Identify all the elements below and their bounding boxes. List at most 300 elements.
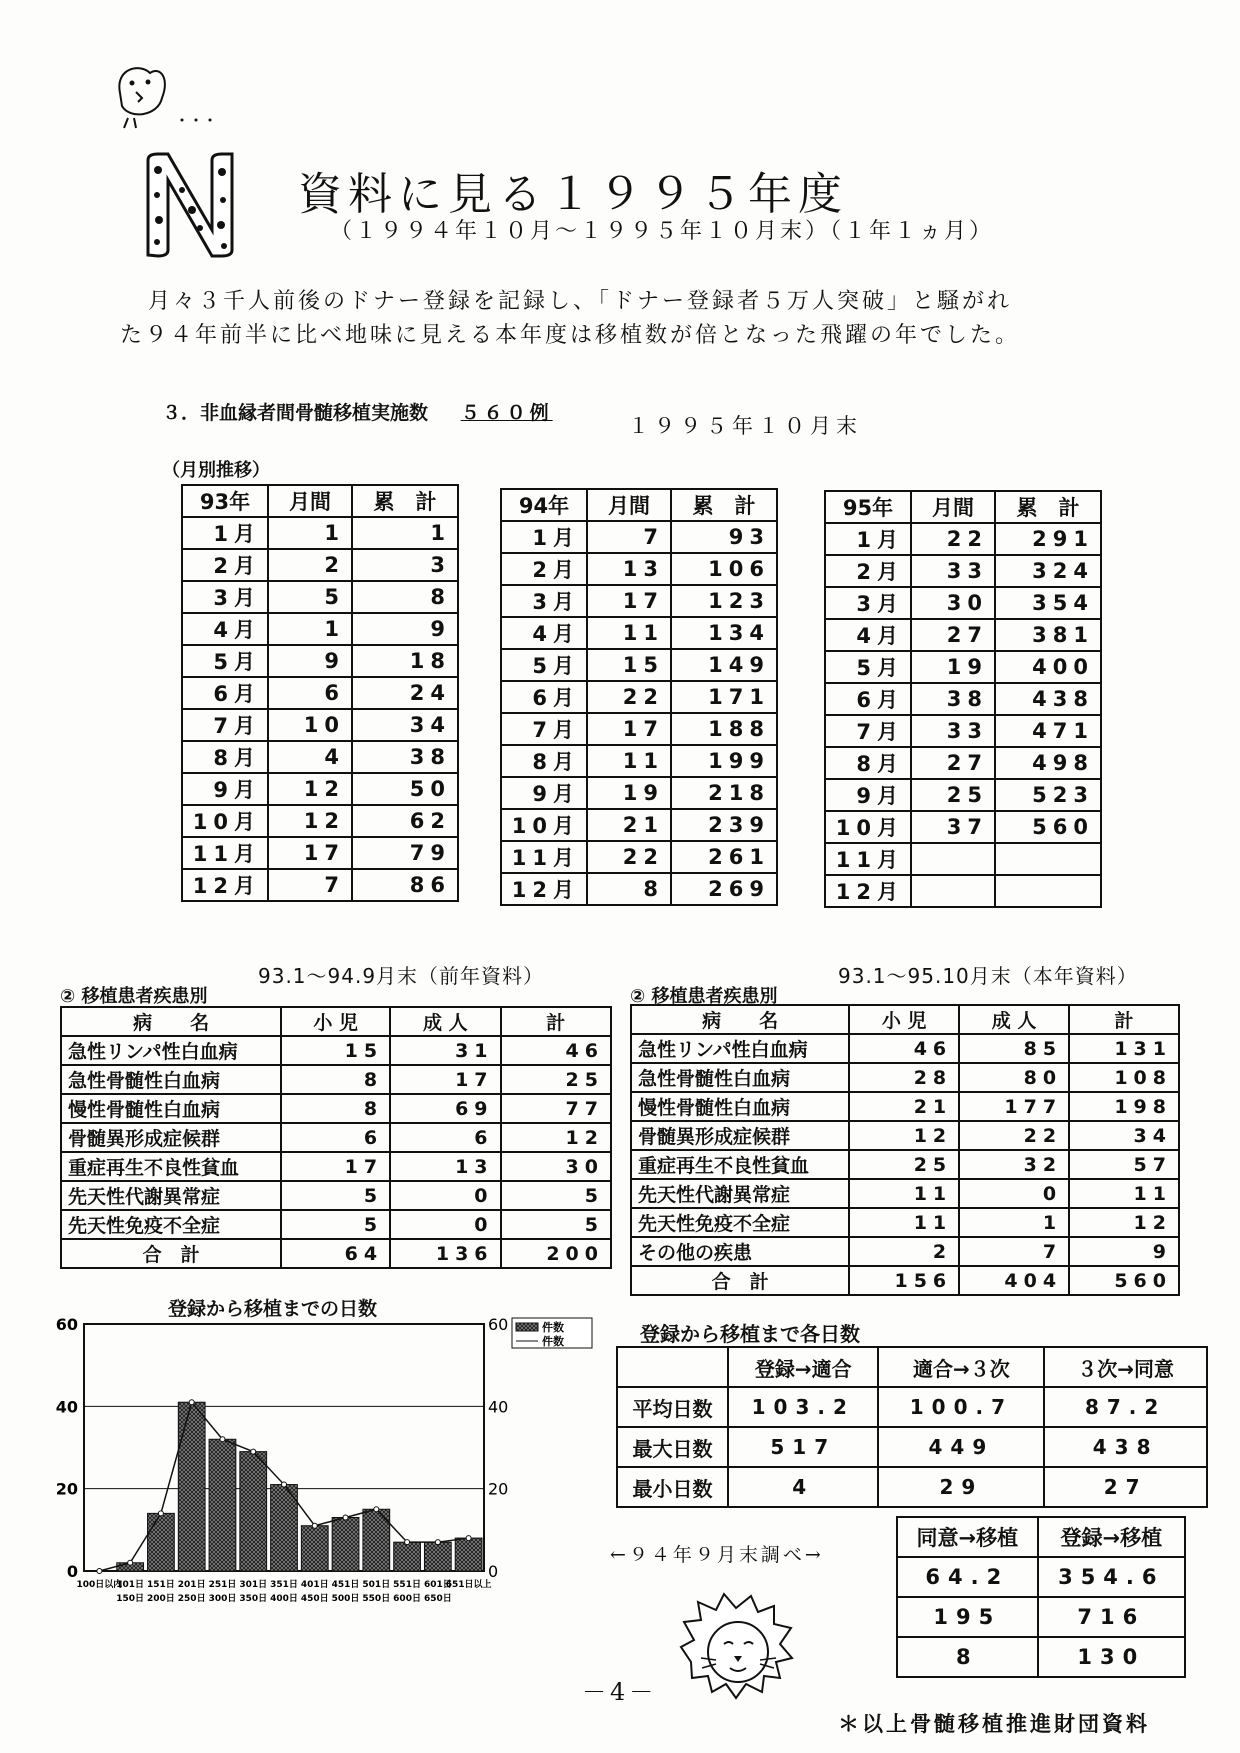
- disease-name-cell: 重症再生不良性貧血: [631, 1150, 849, 1179]
- disease-curr-title: ② 移植患者疾患別: [630, 986, 778, 1007]
- x-tick-label: 251日: [208, 1580, 237, 1590]
- monthly-table-93: [181, 484, 459, 902]
- table-row: [61, 1094, 611, 1123]
- month-cell: 7月: [182, 709, 268, 741]
- month-cell: 6月: [825, 683, 911, 715]
- table-row: [182, 869, 458, 901]
- line-point: [374, 1507, 379, 1512]
- count-cell: 0: [390, 1210, 500, 1239]
- table-row: [182, 517, 458, 549]
- cumulative-cell: [995, 843, 1101, 875]
- table-row: [501, 777, 777, 809]
- month-cell: 5月: [501, 649, 587, 681]
- bar: [301, 1526, 328, 1571]
- x-tick-label-range-end: 450日: [300, 1594, 329, 1604]
- column-header: 累 計: [352, 485, 458, 517]
- table-row: [182, 709, 458, 741]
- days-cell: 195: [897, 1597, 1038, 1637]
- days-table: [616, 1346, 1208, 1508]
- disease-name-cell: その他の疾患: [631, 1237, 849, 1266]
- x-tick-label-range-end: 650日: [423, 1594, 452, 1604]
- column-header: 累 計: [995, 491, 1101, 523]
- days-cell: 438: [1044, 1427, 1207, 1467]
- column-header: 登録→移植: [1038, 1517, 1185, 1557]
- y-tick-right: 60: [488, 1316, 509, 1334]
- count-cell: 5: [281, 1181, 390, 1210]
- intro-text-line2: た９４年前半に比べ地味に見える本年度は移植数が倍となった飛躍の年でした。: [120, 323, 1021, 348]
- table-header-row: [631, 1005, 1179, 1034]
- days-cell: 64.2: [897, 1557, 1038, 1597]
- cumulative-cell: 354: [995, 587, 1101, 619]
- row-label: 最大日数: [617, 1427, 728, 1467]
- count-cell: 108: [1069, 1063, 1179, 1092]
- disease-name-cell: 先天性代謝異常症: [61, 1181, 281, 1210]
- monthly-count-cell: 21: [587, 809, 671, 841]
- cumulative-cell: 106: [671, 553, 777, 585]
- monthly-count-cell: 7: [268, 869, 352, 901]
- y-tick-right: 40: [488, 1397, 509, 1417]
- line-point: [282, 1482, 287, 1487]
- disease-name-cell: 先天性免疫不全症: [61, 1210, 281, 1239]
- table-header-row: [617, 1347, 1207, 1387]
- total-cell: 64: [281, 1239, 390, 1268]
- monthly-count-cell: 12: [268, 805, 352, 837]
- monthly-count-cell: 38: [911, 683, 995, 715]
- lion-doodle: [676, 1592, 796, 1702]
- cumulative-cell: 261: [671, 841, 777, 873]
- month-cell: 8月: [825, 747, 911, 779]
- legend-bar-label: 件数: [542, 1321, 564, 1334]
- days-cell: 354.6: [1038, 1557, 1185, 1597]
- month-cell: 12月: [182, 869, 268, 901]
- month-cell: 12月: [501, 873, 587, 905]
- disease-name-cell: 慢性骨髄性白血病: [631, 1092, 849, 1121]
- days-cell: 100.7: [878, 1387, 1044, 1427]
- monthly-count-cell: 17: [587, 713, 671, 745]
- monthly-count-cell: 22: [911, 523, 995, 555]
- cumulative-cell: 218: [671, 777, 777, 809]
- line-point: [158, 1511, 163, 1516]
- column-header: 小 児: [849, 1005, 959, 1034]
- cumulative-cell: 498: [995, 747, 1101, 779]
- table-row: [617, 1387, 1207, 1427]
- table-row: [897, 1557, 1185, 1597]
- table-row: [825, 875, 1101, 907]
- table-row: [825, 779, 1101, 811]
- column-header: 95年: [825, 491, 911, 523]
- line-point: [97, 1569, 102, 1574]
- monthly-count-cell: 8: [587, 873, 671, 905]
- month-cell: 7月: [501, 713, 587, 745]
- column-header: 累 計: [671, 489, 777, 521]
- table-row: [182, 677, 458, 709]
- month-cell: 2月: [501, 553, 587, 585]
- table-row: [501, 521, 777, 553]
- x-tick-label-range-end: 500日: [331, 1594, 360, 1604]
- month-cell: 9月: [182, 773, 268, 805]
- days-cell: 103.2: [728, 1387, 878, 1427]
- cumulative-cell: 149: [671, 649, 777, 681]
- disease-curr-period: 93.1～95.10月末（本年資料）: [838, 964, 1138, 988]
- monthly-count-cell: 27: [911, 747, 995, 779]
- line-point: [405, 1540, 410, 1545]
- table-row: [501, 649, 777, 681]
- disease-name-cell: 急性リンパ性白血病: [631, 1034, 849, 1063]
- table-row: [631, 1121, 1179, 1150]
- table-row: [501, 585, 777, 617]
- as-of-date: １９９５年１０月末: [628, 414, 862, 438]
- monthly-count-cell: 22: [587, 841, 671, 873]
- table-row: [61, 1181, 611, 1210]
- days-cell: 449: [878, 1427, 1044, 1467]
- x-tick-label: 401日: [300, 1580, 329, 1590]
- count-cell: 2: [849, 1237, 959, 1266]
- cumulative-cell: 9: [352, 613, 458, 645]
- monthly-count-cell: 37: [911, 811, 995, 843]
- table-row: [825, 619, 1101, 651]
- transplant-count: ５６０例: [460, 402, 553, 424]
- cumulative-cell: 3: [352, 549, 458, 581]
- legend-bar-swatch: [516, 1323, 538, 1331]
- count-cell: 17: [390, 1065, 500, 1094]
- column-header: 適合→３次: [878, 1347, 1044, 1387]
- monthly-count-cell: 1: [268, 613, 352, 645]
- table-row: [631, 1063, 1179, 1092]
- column-header: 成 人: [390, 1007, 500, 1036]
- month-cell: 9月: [501, 777, 587, 809]
- cumulative-cell: 24: [352, 677, 458, 709]
- total-label: 合 計: [631, 1266, 849, 1295]
- month-cell: 10月: [825, 811, 911, 843]
- disease-name-cell: 慢性骨髄性白血病: [61, 1094, 281, 1123]
- month-cell: 8月: [501, 745, 587, 777]
- disease-prev-period: 93.1～94.9月末（前年資料）: [258, 964, 545, 988]
- count-cell: 131: [1069, 1034, 1179, 1063]
- x-tick-label-range-end: 600日: [393, 1594, 421, 1604]
- bar: [240, 1452, 267, 1571]
- y-tick-left: 0: [66, 1562, 78, 1581]
- cumulative-cell: 188: [671, 713, 777, 745]
- cumulative-cell: 93: [671, 521, 777, 553]
- month-cell: 10月: [501, 809, 587, 841]
- cumulative-cell: 123: [671, 585, 777, 617]
- month-cell: 6月: [501, 681, 587, 713]
- month-cell: 4月: [501, 617, 587, 649]
- count-cell: 17: [281, 1152, 390, 1181]
- n-logo: [140, 150, 240, 260]
- table-header-row: [61, 1007, 611, 1036]
- table-row: [825, 843, 1101, 875]
- monthly-count-cell: 17: [587, 585, 671, 617]
- days-cell: 87.2: [1044, 1387, 1207, 1427]
- line-point: [312, 1523, 317, 1528]
- disease-prev-title: ② 移植患者疾患別: [60, 986, 208, 1007]
- cumulative-cell: 239: [671, 809, 777, 841]
- table-row: [61, 1152, 611, 1181]
- row-label: 最小日数: [617, 1467, 728, 1507]
- x-tick-label-range-end: 250日: [177, 1594, 206, 1604]
- monthly-count-cell: [911, 843, 995, 875]
- line-point: [251, 1449, 256, 1454]
- bar: [332, 1517, 359, 1571]
- total-label: 合 計: [61, 1239, 281, 1268]
- table-row: [182, 741, 458, 773]
- x-tick-label: 501日: [362, 1580, 391, 1590]
- disease-name-cell: 急性骨髄性白血病: [61, 1065, 281, 1094]
- table-row: [182, 837, 458, 869]
- monthly-count-cell: 25: [911, 779, 995, 811]
- cumulative-cell: 18: [352, 645, 458, 677]
- column-header: [617, 1347, 728, 1387]
- table-row: [825, 811, 1101, 843]
- count-cell: 80: [959, 1063, 1069, 1092]
- total-row: [61, 1239, 611, 1268]
- month-cell: 3月: [501, 585, 587, 617]
- count-cell: 177: [959, 1092, 1069, 1121]
- table-row: [825, 587, 1101, 619]
- month-cell: 9月: [825, 779, 911, 811]
- table-row: [61, 1065, 611, 1094]
- column-header: 計: [1069, 1005, 1179, 1034]
- monthly-label: （月別推移）: [162, 460, 270, 481]
- cumulative-cell: 38: [352, 741, 458, 773]
- count-cell: 31: [390, 1036, 500, 1065]
- x-tick-label: 451日: [331, 1580, 360, 1590]
- month-cell: 11月: [825, 843, 911, 875]
- monthly-count-cell: 2: [268, 549, 352, 581]
- line-point: [189, 1400, 194, 1405]
- x-tick-label: 551日: [393, 1580, 421, 1590]
- disease-name-cell: 先天性免疫不全症: [631, 1208, 849, 1237]
- cumulative-cell: 291: [995, 523, 1101, 555]
- monthly-count-cell: [911, 875, 995, 907]
- monthly-count-cell: 11: [587, 617, 671, 649]
- table-row: [631, 1150, 1179, 1179]
- count-cell: 7: [959, 1237, 1069, 1266]
- disease-name-cell: 骨髄異形成症候群: [631, 1121, 849, 1150]
- month-cell: 1月: [182, 517, 268, 549]
- table-row: [501, 713, 777, 745]
- total-cell: 560: [1069, 1266, 1179, 1295]
- table-row: [182, 613, 458, 645]
- line-point: [128, 1560, 133, 1565]
- table-row: [61, 1123, 611, 1152]
- table-header-row: [825, 491, 1101, 523]
- column-header: 病 名: [61, 1007, 281, 1036]
- cumulative-cell: 471: [995, 715, 1101, 747]
- month-cell: 2月: [825, 555, 911, 587]
- table-row: [617, 1467, 1207, 1507]
- bar: [394, 1542, 421, 1571]
- count-cell: 34: [1069, 1121, 1179, 1150]
- table-row: [897, 1597, 1185, 1637]
- x-tick-label: 351日: [270, 1580, 298, 1590]
- monthly-count-cell: 11: [587, 745, 671, 777]
- table-row: [182, 581, 458, 613]
- month-cell: 2月: [182, 549, 268, 581]
- x-tick-label: 151日: [147, 1580, 175, 1590]
- cumulative-cell: 8: [352, 581, 458, 613]
- column-header: 小 児: [281, 1007, 390, 1036]
- month-cell: 7月: [825, 715, 911, 747]
- column-header: 病 名: [631, 1005, 849, 1034]
- count-cell: 0: [959, 1179, 1069, 1208]
- table-row: [182, 549, 458, 581]
- table-header-row: [182, 485, 458, 517]
- monthly-count-cell: 9: [268, 645, 352, 677]
- monthly-count-cell: 6: [268, 677, 352, 709]
- count-cell: 5: [501, 1181, 611, 1210]
- column-header: 94年: [501, 489, 587, 521]
- table-row: [825, 747, 1101, 779]
- table-row: [61, 1036, 611, 1065]
- x-tick-label-range-end: 350日: [239, 1594, 268, 1604]
- monthly-count-cell: 33: [911, 555, 995, 587]
- x-tick-label: 101日: [116, 1580, 145, 1590]
- count-cell: 46: [849, 1034, 959, 1063]
- total-cell: 156: [849, 1266, 959, 1295]
- count-cell: 1: [959, 1208, 1069, 1237]
- table-header-row: [897, 1517, 1185, 1557]
- table-row: [631, 1179, 1179, 1208]
- x-tick-label: 100日以内: [76, 1580, 123, 1590]
- days-cell: 130: [1038, 1637, 1185, 1677]
- survey-note: ←９４年９月末調べ→: [610, 1544, 824, 1566]
- table-row: [182, 645, 458, 677]
- column-header: 月間: [587, 489, 671, 521]
- column-header: 同意→移植: [897, 1517, 1038, 1557]
- month-cell: 8月: [182, 741, 268, 773]
- column-header: 成 人: [959, 1005, 1069, 1034]
- count-cell: 57: [1069, 1150, 1179, 1179]
- column-header: 計: [501, 1007, 611, 1036]
- count-cell: 12: [501, 1123, 611, 1152]
- days-cell: 4: [728, 1467, 878, 1507]
- period-subtitle: （１９９４年１０月～１９９５年１０月末）（１年１ヵ月）: [330, 219, 995, 244]
- month-cell: 12月: [825, 875, 911, 907]
- column-header: 月間: [268, 485, 352, 517]
- days-cell: 517: [728, 1427, 878, 1467]
- cumulative-cell: 438: [995, 683, 1101, 715]
- monthly-count-cell: 1: [268, 517, 352, 549]
- count-cell: 8: [281, 1065, 390, 1094]
- disease-name-cell: 急性骨髄性白血病: [631, 1063, 849, 1092]
- table-row: [825, 651, 1101, 683]
- month-cell: 3月: [825, 587, 911, 619]
- cumulative-cell: 86: [352, 869, 458, 901]
- count-cell: 77: [501, 1094, 611, 1123]
- monthly-count-cell: 4: [268, 741, 352, 773]
- count-cell: 85: [959, 1034, 1069, 1063]
- monthly-count-cell: 19: [911, 651, 995, 683]
- count-cell: 12: [849, 1121, 959, 1150]
- x-tick-label-range-end: 200日: [147, 1594, 175, 1604]
- y-tick-right: 20: [488, 1479, 509, 1499]
- cumulative-cell: 199: [671, 745, 777, 777]
- cumulative-cell: [995, 875, 1101, 907]
- chart-title: 登録から移植までの日数: [168, 1298, 378, 1320]
- row-label: 平均日数: [617, 1387, 728, 1427]
- cumulative-cell: 1: [352, 517, 458, 549]
- monthly-count-cell: 15: [587, 649, 671, 681]
- monthly-count-cell: 13: [587, 553, 671, 585]
- bar: [455, 1538, 482, 1571]
- monthly-count-cell: 10: [268, 709, 352, 741]
- total-row: [631, 1266, 1179, 1295]
- days-cell: 716: [1038, 1597, 1185, 1637]
- days-chart: [36, 1316, 596, 1616]
- table-row: [501, 553, 777, 585]
- table-row: [182, 773, 458, 805]
- x-tick-label-range-end: 400日: [270, 1594, 298, 1604]
- x-tick-label: 301日: [239, 1580, 268, 1590]
- bar: [148, 1513, 175, 1571]
- table-row: [825, 683, 1101, 715]
- table-row: [631, 1034, 1179, 1063]
- line-point: [220, 1437, 225, 1442]
- table-row: [61, 1210, 611, 1239]
- cumulative-cell: 400: [995, 651, 1101, 683]
- count-cell: 15: [281, 1036, 390, 1065]
- count-cell: 21: [849, 1092, 959, 1121]
- count-cell: 198: [1069, 1092, 1179, 1121]
- count-cell: 11: [849, 1208, 959, 1237]
- count-cell: 25: [849, 1150, 959, 1179]
- monthly-count-cell: 19: [587, 777, 671, 809]
- monthly-count-cell: 22: [587, 681, 671, 713]
- x-tick-label-range-end: 150日: [116, 1594, 145, 1604]
- table-row: [501, 617, 777, 649]
- x-tick-label: 601日: [423, 1580, 452, 1590]
- disease-name-cell: 先天性代謝異常症: [631, 1179, 849, 1208]
- month-cell: 4月: [825, 619, 911, 651]
- month-cell: 5月: [182, 645, 268, 677]
- total-cell: 136: [390, 1239, 500, 1268]
- cumulative-cell: 50: [352, 773, 458, 805]
- monthly-count-cell: 27: [911, 619, 995, 651]
- cumulative-cell: 269: [671, 873, 777, 905]
- column-header: 登録→適合: [728, 1347, 878, 1387]
- count-cell: 25: [501, 1065, 611, 1094]
- disease-name-cell: 重症再生不良性貧血: [61, 1152, 281, 1181]
- line-point: [343, 1515, 348, 1520]
- table-row: [825, 523, 1101, 555]
- table-row: [631, 1237, 1179, 1266]
- table-row: [617, 1427, 1207, 1467]
- month-cell: 10月: [182, 805, 268, 837]
- count-cell: 32: [959, 1150, 1069, 1179]
- count-cell: 28: [849, 1063, 959, 1092]
- total-cell: 200: [501, 1239, 611, 1268]
- cumulative-cell: 134: [671, 617, 777, 649]
- total-cell: 404: [959, 1266, 1069, 1295]
- count-cell: 46: [501, 1036, 611, 1065]
- count-cell: 6: [281, 1123, 390, 1152]
- section-heading: ３．非血縁者間骨髄移植実施数 ５６０例: [162, 402, 553, 424]
- month-cell: 11月: [182, 837, 268, 869]
- monthly-count-cell: 30: [911, 587, 995, 619]
- table-row: [182, 805, 458, 837]
- line-point: [435, 1540, 440, 1545]
- page-title: 資料に見る１９９５年度: [298, 169, 848, 220]
- intro-text-line1: 月々３千人前後のドナー登録を記録し、「ドナー登録者５万人突破」と騒がれ: [148, 289, 1013, 314]
- cumulative-cell: 171: [671, 681, 777, 713]
- bar: [424, 1542, 451, 1571]
- monthly-count-cell: 7: [587, 521, 671, 553]
- count-cell: 6: [390, 1123, 500, 1152]
- days-cell: 8: [897, 1637, 1038, 1677]
- bird-doodle: [100, 58, 230, 138]
